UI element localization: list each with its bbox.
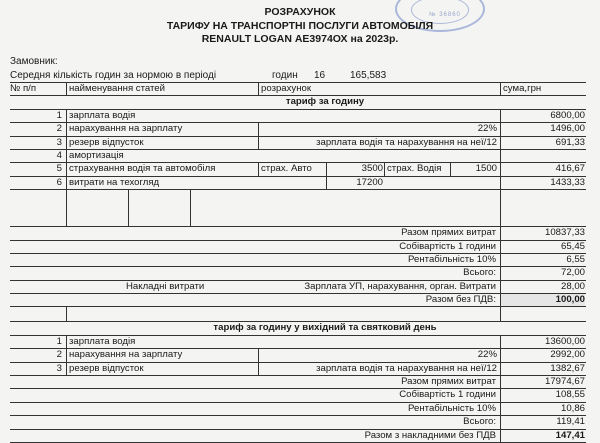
inspection-value: 17200 [326,177,383,189]
total-row [10,389,586,402]
row-sum: 1433,33 [500,177,585,189]
row-basis: зарплата водія та нарахування на неї/12 [258,137,497,149]
total-value: 72,00 [500,267,585,279]
total-label: Всього: [463,267,496,279]
title-line-2: ТАРИФУ НА ТРАНСПОРТНІ ПОСЛУГИ АВТОМОБІЛЯ [166,19,434,32]
customer-label: Замовник: [10,56,58,67]
row-number: 1 [56,109,62,121]
row-name: страхування водія та автомобіля [66,163,259,175]
row-sum: 1496,00 [500,123,585,135]
total-label: Рентабільність 10% [408,253,496,265]
table-row [10,123,586,136]
row-number: 4 [56,149,62,161]
row-number: 1 [56,335,62,347]
table-header-row [10,82,586,96]
row-sum: 691,33 [500,137,585,149]
row-basis: зарплата водія та нарахування на неї/12 [258,363,497,375]
title-line-1: РОЗРАХУНОК [264,6,336,18]
table-row [10,110,586,123]
total-value: 6,55 [500,254,585,266]
col-name-header: найменування статей [66,83,259,95]
row-name: зарплата водія [66,110,259,122]
total-value: 108,55 [500,389,585,401]
row-name: нарахування на зарплату [66,123,259,135]
row-name: зарплата водія [66,336,259,348]
row-number: 2 [56,349,62,361]
total-value: 65,45 [500,241,585,253]
final-row [10,430,586,443]
col-sum-header: сума,грн [500,83,587,95]
col-num-header: № п/п [10,83,37,94]
tariff-table [10,82,586,443]
hours-unit: годин [272,70,298,81]
spacer-row [10,307,586,322]
row-basis: 22% [258,349,497,361]
document-header [0,6,600,47]
hours-total: 165,583 [350,70,387,81]
final-value: 147,41 [500,430,585,442]
total-value: 119,41 [500,416,585,428]
row-sum [500,150,585,162]
row-number: 3 [56,362,62,374]
title-line-3: RENAULT LOGAN АЕ3974ОХ на 2023р. [201,33,399,45]
row-number: 5 [56,163,62,175]
total-row [10,416,586,429]
overhead-value: 28,00 [500,281,585,293]
final-label: Разом без ПДВ: [425,294,496,306]
total-value: 17974,67 [500,376,585,388]
insurance-auto-value: 3500 [326,163,383,175]
row-basis: 22% [258,123,497,135]
overhead-row [10,281,586,294]
section-1-title: тариф за годину [285,96,365,108]
table-row [10,363,586,376]
section-1-title-row [10,96,586,109]
total-row [10,227,586,240]
row-name: нарахування на зарплату [66,349,259,361]
section-2-title-row [10,322,586,335]
table-row [10,163,586,176]
final-row [10,294,586,307]
total-label: Разом прямих витрат [401,376,496,388]
table-row [10,336,586,349]
total-label: Рентабільність 10% [408,402,496,414]
row-sum: 13600,00 [500,336,585,348]
col-basis-header: розрахунок [258,83,501,95]
table-row [10,349,586,362]
total-label: Собівартість 1 години [399,389,496,401]
total-row [10,267,586,280]
row-number: 3 [56,136,62,148]
overhead-label: Накладні витрати [126,280,205,292]
row-number: 2 [56,123,62,135]
final-label: Разом з накладними без ПДВ [364,429,496,441]
overhead-basis: Зарплата УП, нарахування, орган. Витрати [304,280,496,292]
insurance-driver-label: страх. Водія [384,163,451,175]
hours-label: Середня кількість годин за нормою в періоді [10,70,217,81]
total-row [10,403,586,416]
row-name: резерв відпусток [66,363,259,375]
section-2-title: тариф за годину у вихідний та святковий день [213,322,437,334]
hours-value: 16 [314,70,326,81]
total-row [10,254,586,267]
total-value: 10837,33 [500,227,585,239]
table-row [10,137,586,150]
table-row [10,150,586,163]
row-sum: 1382,67 [500,363,585,375]
row-name: амортизація [66,150,259,162]
table-row [10,177,586,190]
row-sum: 2992,00 [500,349,585,361]
insurance-auto-label: страх. Авто [258,163,327,175]
total-value: 10,86 [500,403,585,415]
row-number: 6 [56,176,62,188]
spacer-row [10,190,586,227]
final-value: 100,00 [500,294,585,306]
total-label: Всього: [463,416,496,428]
total-row [10,376,586,389]
total-label: Разом прямих витрат [401,227,496,239]
row-name: витрати на техогляд [66,177,259,189]
insurance-driver-value: 1500 [450,163,497,175]
row-name: резерв відпусток [66,137,259,149]
row-sum: 416,67 [500,163,585,175]
total-label: Собівартість 1 години [399,240,496,252]
total-row [10,241,586,254]
row-sum: 6800,00 [500,110,585,122]
stamp-text: № 36860 [429,12,461,18]
